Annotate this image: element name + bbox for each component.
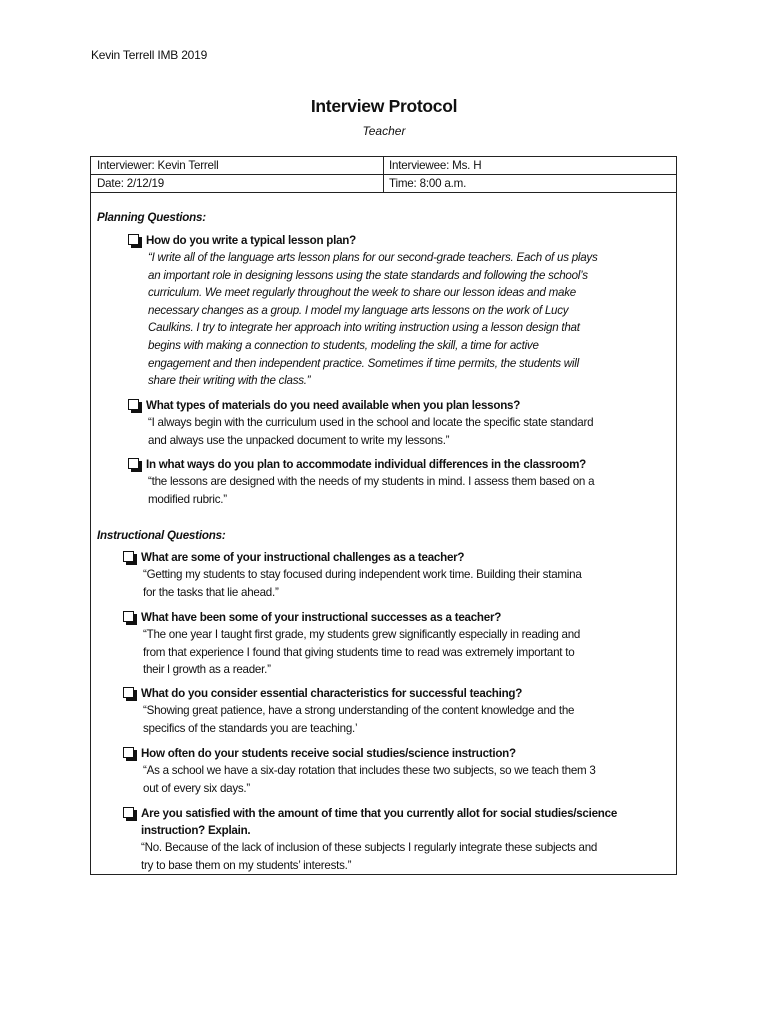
instructional-question-3 <box>123 685 574 737</box>
page-title: Interview Protocol <box>310 96 458 116</box>
question-text: What are some of your instructional challenges as a teacher? <box>141 551 465 564</box>
info-row-people <box>91 157 676 175</box>
question-text: How do you write a typical lesson plan? <box>146 234 356 247</box>
instructional-question-1 <box>123 549 582 601</box>
info-row-schedule <box>91 175 676 193</box>
instructional-heading: Instructional Questions: <box>97 529 226 542</box>
answer-text: “Showing great patience, have a strong understanding of the content knowledge and the specifics of the standards you are teaching.’ <box>143 704 575 735</box>
instructional-question-2 <box>123 609 580 679</box>
answer-text: “Getting my students to stay focused during independent work time. Building their stamina for the tasks that lie ahead.” <box>143 568 582 599</box>
question-text: What have been some of your instructional successes as a teacher? <box>141 611 502 624</box>
question-text: What do you consider essential characteristics for successful teaching? <box>141 687 523 700</box>
protocol-table <box>90 156 677 875</box>
instructional-question-5 <box>123 805 617 874</box>
planning-question-3 <box>128 456 594 508</box>
question-text: Are you satisfied with the amount of time that you currently allot for social studies/science <box>141 807 618 820</box>
question-text: How often do your students receive social studies/science instruction? <box>141 747 516 760</box>
interviewer-cell: Interviewer: Kevin Terrell <box>91 157 384 174</box>
checkbox-icon[interactable] <box>123 551 137 565</box>
interviewee-cell: Interviewee: Ms. H <box>389 159 482 172</box>
checkbox-icon[interactable] <box>128 234 142 248</box>
instructional-question-4 <box>123 745 596 797</box>
checkbox-icon[interactable] <box>123 687 137 701</box>
checkbox-icon[interactable] <box>123 611 137 625</box>
page-subtitle: Teacher <box>362 124 406 138</box>
answer-text: “As a school we have a six-day rotation that includes these two subjects, so we teach them 3 out of every six days.” <box>143 764 596 795</box>
question-text: What types of materials do you need available when you plan lessons? <box>146 399 521 412</box>
header-author-line: Kevin Terrell IMB 2019 <box>91 48 208 62</box>
date-cell: Date: 2/12/19 <box>91 175 384 192</box>
time-cell: Time: 8:00 a.m. <box>389 177 467 190</box>
question-text-continued: instruction? Explain. <box>141 824 251 837</box>
checkbox-icon[interactable] <box>123 807 137 821</box>
checkbox-icon[interactable] <box>128 399 142 413</box>
answer-text: “No. Because of the lack of inclusion of these subjects I regularly integrate these subjects and try to base them on my students’ interests.” <box>141 841 598 872</box>
planning-question-1 <box>128 232 598 390</box>
answer-text: “I always begin with the curriculum used in the school and locate the specific state standard and always use the unpacked document to write my lessons.” <box>148 416 594 447</box>
answer-text: “the lessons are designed with the needs of my students in mind. I assess them based on a modified rubric.” <box>148 475 595 506</box>
checkbox-icon[interactable] <box>128 458 142 472</box>
question-text: In what ways do you plan to accommodate individual differences in the classroom? <box>146 458 586 471</box>
checkbox-icon[interactable] <box>123 747 137 761</box>
answer-text: “The one year I taught first grade, my students grew significantly especially in reading and from that experience I found that giving students time to read was extremely important to their l growth as a reader.” <box>143 628 581 677</box>
planning-heading: Planning Questions: <box>97 211 206 224</box>
planning-question-2 <box>128 397 593 449</box>
answer-text: “I write all of the language arts lesson plans for our second-grade teachers. Each of us plays an important role in designing lessons using the state standards and following the school’s curriculum. We meet regularly throughout the week to share our lesson ideas and make necessary changes as a group. I model my language arts lessons on the work of Lucy Caulkins. I try to integrate her approach into writing instruction using a lesson design that begins with making a connection to students, modeling the skill, a time for active engagement and then independent practice. Sometimes if time permits, the students will share their writing with the class.” <box>148 251 598 388</box>
